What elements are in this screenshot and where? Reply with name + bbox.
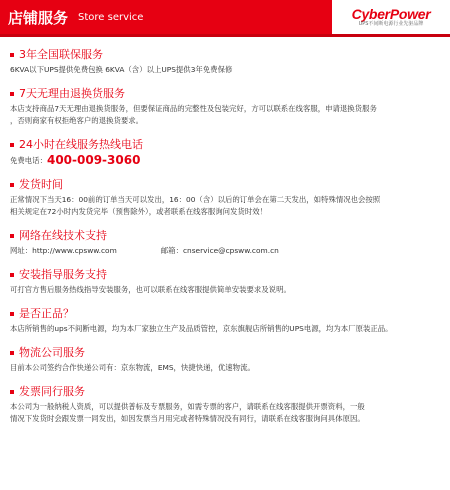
section-return — [10, 86, 440, 127]
section-text: 本公司为一般纳税人资质，可以提供普标及专票服务，如需专票的客户，请联系在线客服提供开票资料，一般 — [10, 402, 365, 411]
section-text: 目前本公司签约合作快递公司有：京东物流，EMS，快捷快递，优速物流。 — [10, 363, 255, 372]
bullet-icon — [10, 351, 14, 355]
section-title: 安装指导服务支持 — [19, 268, 107, 281]
store-service-header — [0, 0, 450, 37]
email-link[interactable]: 邮箱：cnservice@cpsww.com.cn — [160, 246, 279, 255]
section-text: 本店支持商品7天无理由退换货服务，但要保证商品的完整性及包装完好，方可以联系在线客服，申请退换货服务 — [10, 104, 377, 113]
section-title: 7天无理由退换货服务 — [19, 87, 125, 100]
section-hotline — [10, 137, 440, 167]
section-title: 物流公司服务 — [19, 346, 85, 359]
section-title: 网络在线技术支持 — [19, 229, 107, 242]
header-title: 店铺服务 — [8, 8, 69, 27]
section-text: ，否则商家有权拒绝客户的退换货要求。 — [10, 116, 144, 125]
bullet-icon — [10, 143, 14, 147]
section-warranty — [10, 47, 440, 76]
hotline-number[interactable]: 400-009-3060 — [46, 153, 141, 167]
section-title: 发票同行服务 — [19, 385, 85, 398]
service-list — [0, 37, 450, 425]
section-genuine — [10, 306, 440, 335]
brand-logo — [332, 0, 450, 34]
bullet-icon — [10, 92, 14, 96]
bullet-icon — [10, 273, 14, 277]
bullet-icon — [10, 234, 14, 238]
bullet-icon — [10, 183, 14, 187]
section-title: 3年全国联保服务 — [19, 48, 103, 61]
section-text: 6KVA以下UPS提供免费包换 6KVA（含）以上UPS提供3年免费保修 — [10, 65, 233, 74]
section-text: 可打官方售后服务热线指导安装服务，也可以联系在线客服提供简单安装要求及说明。 — [10, 285, 291, 294]
website-link[interactable]: 网址：http://www.cpsww.com — [10, 246, 117, 255]
bullet-icon — [10, 312, 14, 316]
bullet-icon — [10, 390, 14, 394]
section-text: 情况下发货时会跟发票一同发出，如因发票当月用完或者特殊情况没有同行，请联系在线客服询问具体原因。 — [10, 414, 365, 423]
section-title: 24小时在线服务热线电话 — [19, 138, 143, 151]
logo-tagline: UPS不间断电源行业先驱品牌 — [358, 20, 424, 27]
section-title: 是否正品？ — [19, 307, 74, 320]
logo-wordmark: CyberPower — [351, 5, 431, 22]
section-tech-support — [10, 228, 440, 257]
section-install — [10, 267, 440, 296]
hotline-label: 免费电话： — [10, 156, 47, 165]
section-title: 发货时间 — [19, 178, 63, 191]
section-invoice — [10, 384, 440, 425]
section-text: 相关规定在72小时内发货完毕（预售除外），或者联系在线客服询问发货时效！ — [10, 207, 267, 216]
section-shipping — [10, 177, 440, 218]
bullet-icon — [10, 53, 14, 57]
header-subtitle: Store service — [78, 11, 144, 23]
section-text: 正常情况下当天16：00前的订单当天可以发出，16：00（含）以后的订单会在第二天发出，如特殊情况也会按照 — [10, 195, 381, 204]
section-logistics — [10, 345, 440, 374]
section-text: 本店所销售的ups不间断电源，均为本厂家独立生产及品质管控，京东旗舰店所销售的UPS电源，均为本厂原装正品。 — [10, 324, 393, 333]
